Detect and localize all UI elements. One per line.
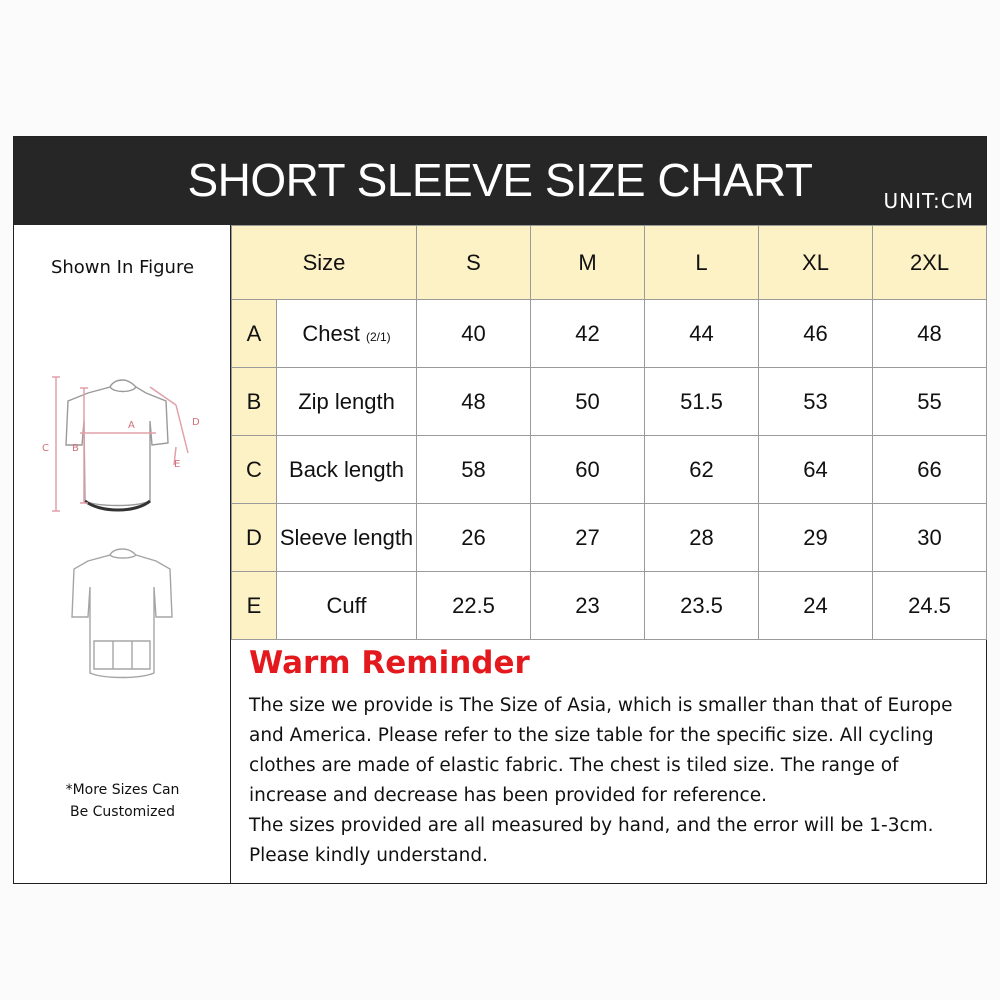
row-label: Zip length — [277, 368, 417, 436]
table-cell: 42 — [531, 300, 645, 368]
row-letter: C — [232, 436, 277, 504]
shown-in-figure-label: Shown In Figure — [50, 257, 195, 278]
diagram-label-e: E — [174, 459, 181, 470]
reminder-paragraph-1: The size we provide is The Size of Asia, which is smaller than that of Europe and America. Please refer to the size table for the specific size. All cycling clothes are made of elastic fabric. The chest is tiled size. The range of increase and decrease has been provided for reference. — [249, 695, 953, 806]
size-chart — [13, 136, 987, 884]
size-s-header: S — [417, 226, 531, 300]
chart-title: SHORT SLEEVE SIZE CHART — [187, 154, 813, 206]
more-sizes-line1: *More Sizes Can — [65, 782, 180, 798]
jersey-diagram — [28, 373, 218, 763]
table-cell: 23 — [531, 572, 645, 640]
table-row-back-length — [232, 436, 987, 504]
row-label: Cuff — [277, 572, 417, 640]
table-cell: 51.5 — [645, 368, 759, 436]
unit-label: UNIT:CM — [883, 189, 974, 213]
table-row-zip-length — [232, 368, 987, 436]
size-l-header: L — [645, 226, 759, 300]
row-letter: D — [232, 504, 277, 572]
table-cell: 24.5 — [873, 572, 987, 640]
size-2xl-header: 2XL — [873, 226, 987, 300]
warm-reminder-text — [249, 691, 979, 871]
row-letter: A — [232, 300, 277, 368]
table-row-chest — [232, 300, 987, 368]
table-cell: 50 — [531, 368, 645, 436]
diagram-label-a: A — [128, 420, 135, 431]
row-label: Sleeve length — [277, 504, 417, 572]
table-cell: 62 — [645, 436, 759, 504]
table-row-sleeve-length — [232, 504, 987, 572]
table-cell: 29 — [759, 504, 873, 572]
table-cell: 40 — [417, 300, 531, 368]
table-cell: 26 — [417, 504, 531, 572]
table-cell: 64 — [759, 436, 873, 504]
table-cell: 28 — [645, 504, 759, 572]
more-sizes-line2: Be Customized — [69, 804, 176, 820]
row-name: Chest — [302, 320, 360, 346]
table-cell: 46 — [759, 300, 873, 368]
reminder-paragraph-2: The sizes provided are all measured by hand, and the error will be 1-3cm. Please kindly understand. — [249, 815, 934, 866]
more-sizes-note — [14, 779, 231, 823]
size-xl-header: XL — [759, 226, 873, 300]
size-header-cell: Size — [232, 226, 417, 300]
diagram-label-c: C — [42, 443, 49, 454]
table-cell: 27 — [531, 504, 645, 572]
table-cell: 60 — [531, 436, 645, 504]
table-cell: 48 — [873, 300, 987, 368]
table-cell: 48 — [417, 368, 531, 436]
figure-column — [14, 225, 231, 883]
diagram-label-d: D — [192, 417, 200, 428]
row-label: Back length — [277, 436, 417, 504]
table-row-cuff — [232, 572, 987, 640]
table-cell: 44 — [645, 300, 759, 368]
table-cell: 55 — [873, 368, 987, 436]
title-bar — [14, 137, 986, 225]
row-note: (2/1) — [365, 329, 391, 344]
diagram-label-b: B — [72, 443, 79, 454]
warm-reminder-section — [231, 635, 986, 883]
warm-reminder-title: Warm Reminder — [249, 645, 530, 681]
table-cell: 22.5 — [417, 572, 531, 640]
table-cell: 30 — [873, 504, 987, 572]
table-cell: 23.5 — [645, 572, 759, 640]
jersey-back-icon — [72, 549, 172, 678]
row-label — [277, 300, 417, 368]
table-cell: 53 — [759, 368, 873, 436]
row-letter: B — [232, 368, 277, 436]
size-table — [231, 225, 987, 640]
jersey-front-icon — [66, 380, 168, 510]
row-letter: E — [232, 572, 277, 640]
size-m-header: M — [531, 226, 645, 300]
table-header-row — [232, 226, 987, 300]
table-cell: 66 — [873, 436, 987, 504]
table-cell: 58 — [417, 436, 531, 504]
table-cell: 24 — [759, 572, 873, 640]
